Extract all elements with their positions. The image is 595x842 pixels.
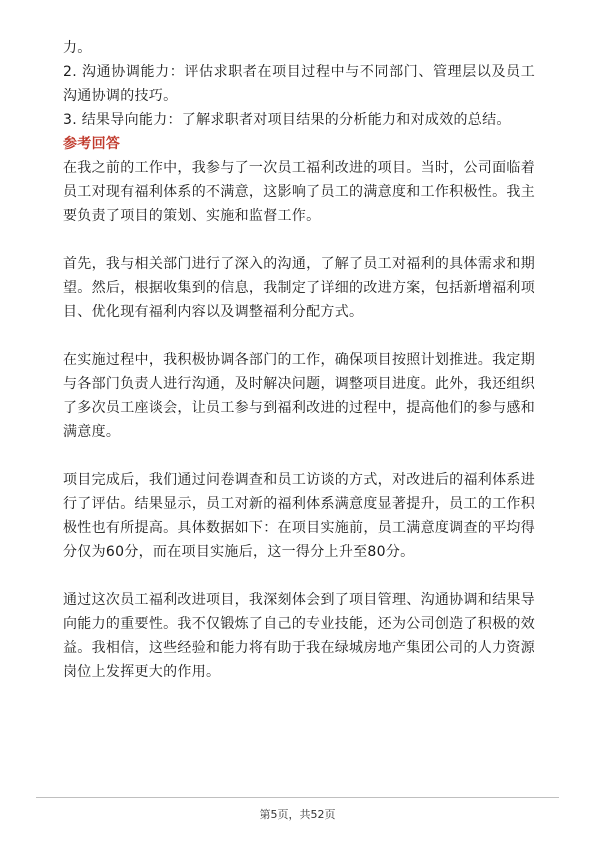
page-number: 第5页，共52页 — [259, 808, 336, 821]
answer-paragraph-2: 首先，我与相关部门进行了深入的沟通，了解了员工对福利的具体需求和期望。然后，根据收集到的信息，我制定了详细的改进方案，包括新增福利项目、优化现有福利内容以及调整福利分配方式。 — [63, 256, 535, 320]
ability-item-communication: 2. 沟通协调能力：评估求职者在项目过程中与不同部门、管理层以及员工沟通协调的技巧。 — [63, 64, 535, 104]
footer-divider — [36, 797, 559, 798]
paragraph-spacer — [63, 564, 535, 588]
answer-paragraph-4: 项目完成后，我们通过问卷调查和员工访谈的方式，对改进后的福利体系进行了评估。结果显示，员工对新的福利体系满意度显著提升，员工的工作积极性也有所提高。具体数据如下：在项目实施前，员工满意度调查的平均得分仅为60分，而在项目实施后，这一得分上升至80分。 — [63, 472, 535, 560]
ability-item-results: 3. 结果导向能力：了解求职者对项目结果的分析能力和对成效的总结。 — [63, 112, 511, 128]
page-content — [63, 36, 535, 684]
paragraph-spacer — [63, 444, 535, 468]
paragraph-spacer — [63, 228, 535, 252]
answer-paragraph-5: 通过这次员工福利改进项目，我深刻体会到了项目管理、沟通协调和结果导向能力的重要性。我不仅锻炼了自己的专业技能，还为公司创造了积极的效益。我相信，这些经验和能力将有助于我在绿城房地产集团公司的人力资源岗位上发挥更大的作用。 — [63, 592, 535, 680]
answer-paragraph-3: 在实施过程中，我积极协调各部门的工作，确保项目按照计划推进。我定期与各部门负责人进行沟通，及时解决问题，调整项目进度。此外，我还组织了多次员工座谈会，让员工参与到福利改进的过程中，提高他们的参与感和满意度。 — [63, 352, 535, 440]
answer-heading: 参考回答 — [63, 136, 121, 152]
paragraph-spacer — [63, 324, 535, 348]
intro-tail-text: 力。 — [63, 40, 92, 56]
answer-paragraph-1: 在我之前的工作中，我参与了一次员工福利改进的项目。当时，公司面临着员工对现有福利体系的不满意，这影响了员工的满意度和工作积极性。我主要负责了项目的策划、实施和监督工作。 — [63, 160, 535, 224]
